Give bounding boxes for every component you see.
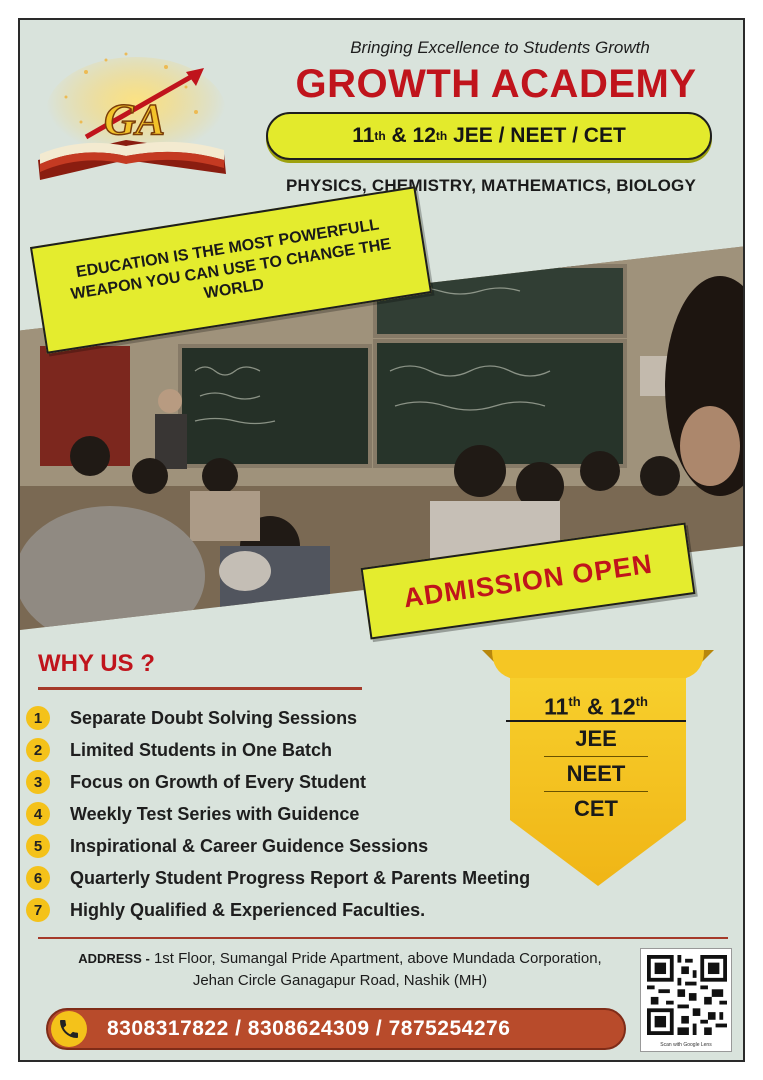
list-item (26, 862, 530, 894)
list-item (26, 702, 530, 734)
list-item-text: Weekly Test Series with Guidence (70, 803, 360, 824)
bullet-number: 2 (26, 738, 50, 762)
bullet-number: 3 (26, 770, 50, 794)
ribbon-item-neet: NEET (566, 761, 626, 786)
course-prefix: 11 (352, 124, 375, 147)
qr-code-icon (647, 955, 727, 1035)
list-item-text: Highly Qualified & Experienced Faculties. (70, 899, 426, 920)
why-us-list (26, 702, 530, 926)
ribbon-heading (506, 684, 686, 720)
list-item (26, 766, 530, 798)
tagline: Bringing Excellence to Students Growth (350, 38, 650, 57)
list-item-text: Quarterly Student Progress Report & Parents Meeting (70, 867, 531, 888)
ribbon-content (506, 684, 686, 826)
bullet-number: 7 (26, 898, 50, 922)
phone-numbers[interactable]: 8308317822 / 8308624309 / 7875254276 (107, 1017, 511, 1040)
ribbon-sup-2: th (635, 694, 648, 709)
qr-caption: Scan with Google Lens (660, 1042, 712, 1048)
phone-icon (51, 1011, 87, 1047)
poster (18, 18, 745, 1062)
ribbon-h1: 11 (544, 693, 569, 720)
course-sup-2: th (435, 129, 448, 143)
logo-text: GA (104, 95, 166, 144)
list-item-text: Limited Students in One Batch (70, 739, 333, 760)
admission-open-banner: ADMISSION OPEN (361, 523, 696, 640)
list-item (26, 734, 530, 766)
list-item (26, 894, 530, 926)
subjects-line: PHYSICS, CHEMISTRY, MATHEMATICS, BIOLOGY (285, 176, 697, 195)
bullet-number: 6 (26, 866, 50, 890)
ribbon-item-cet: CET (574, 796, 618, 821)
address-line-1: 1st Floor, Sumangal Pride Apartment, above Mundada Corporation, (153, 950, 602, 967)
address-block (40, 948, 640, 992)
course-sup-1: th (374, 129, 386, 143)
course-suffix: JEE / NEET / CET (447, 124, 626, 147)
ribbon-mid: & 12 (580, 693, 636, 720)
brand-title: GROWTH ACADEMY (295, 62, 697, 106)
ribbon-item-jee: JEE (575, 726, 617, 751)
address-divider (38, 937, 728, 939)
list-item-text: Separate Doubt Solving Sessions (70, 707, 358, 728)
list-item-text: Inspirational & Career Guidence Sessions (70, 835, 429, 856)
why-us-divider (38, 687, 362, 690)
address-line-2: Jehan Circle Ganagapur Road, Nashik (MH) (192, 972, 488, 989)
course-mid: & 12 (385, 124, 436, 147)
bullet-number: 1 (26, 706, 50, 730)
bullet-number: 5 (26, 834, 50, 858)
address-label: ADDRESS - (78, 951, 150, 966)
bullet-number: 4 (26, 802, 50, 826)
qr-code[interactable] (640, 948, 732, 1052)
ribbon-sup-1: th (568, 694, 581, 709)
list-item (26, 830, 530, 862)
list-item-text: Focus on Growth of Every Student (70, 771, 367, 792)
quote-banner: EDUCATION IS THE MOST POWERFULL WEAPON YOU CAN USE TO CHANGE THE WORLD (30, 186, 432, 354)
phone-bar (46, 1008, 626, 1050)
logo-book-icon (26, 42, 236, 192)
why-us-title: WHY US ? (38, 650, 155, 677)
list-item (26, 798, 530, 830)
course-pill (266, 112, 712, 160)
